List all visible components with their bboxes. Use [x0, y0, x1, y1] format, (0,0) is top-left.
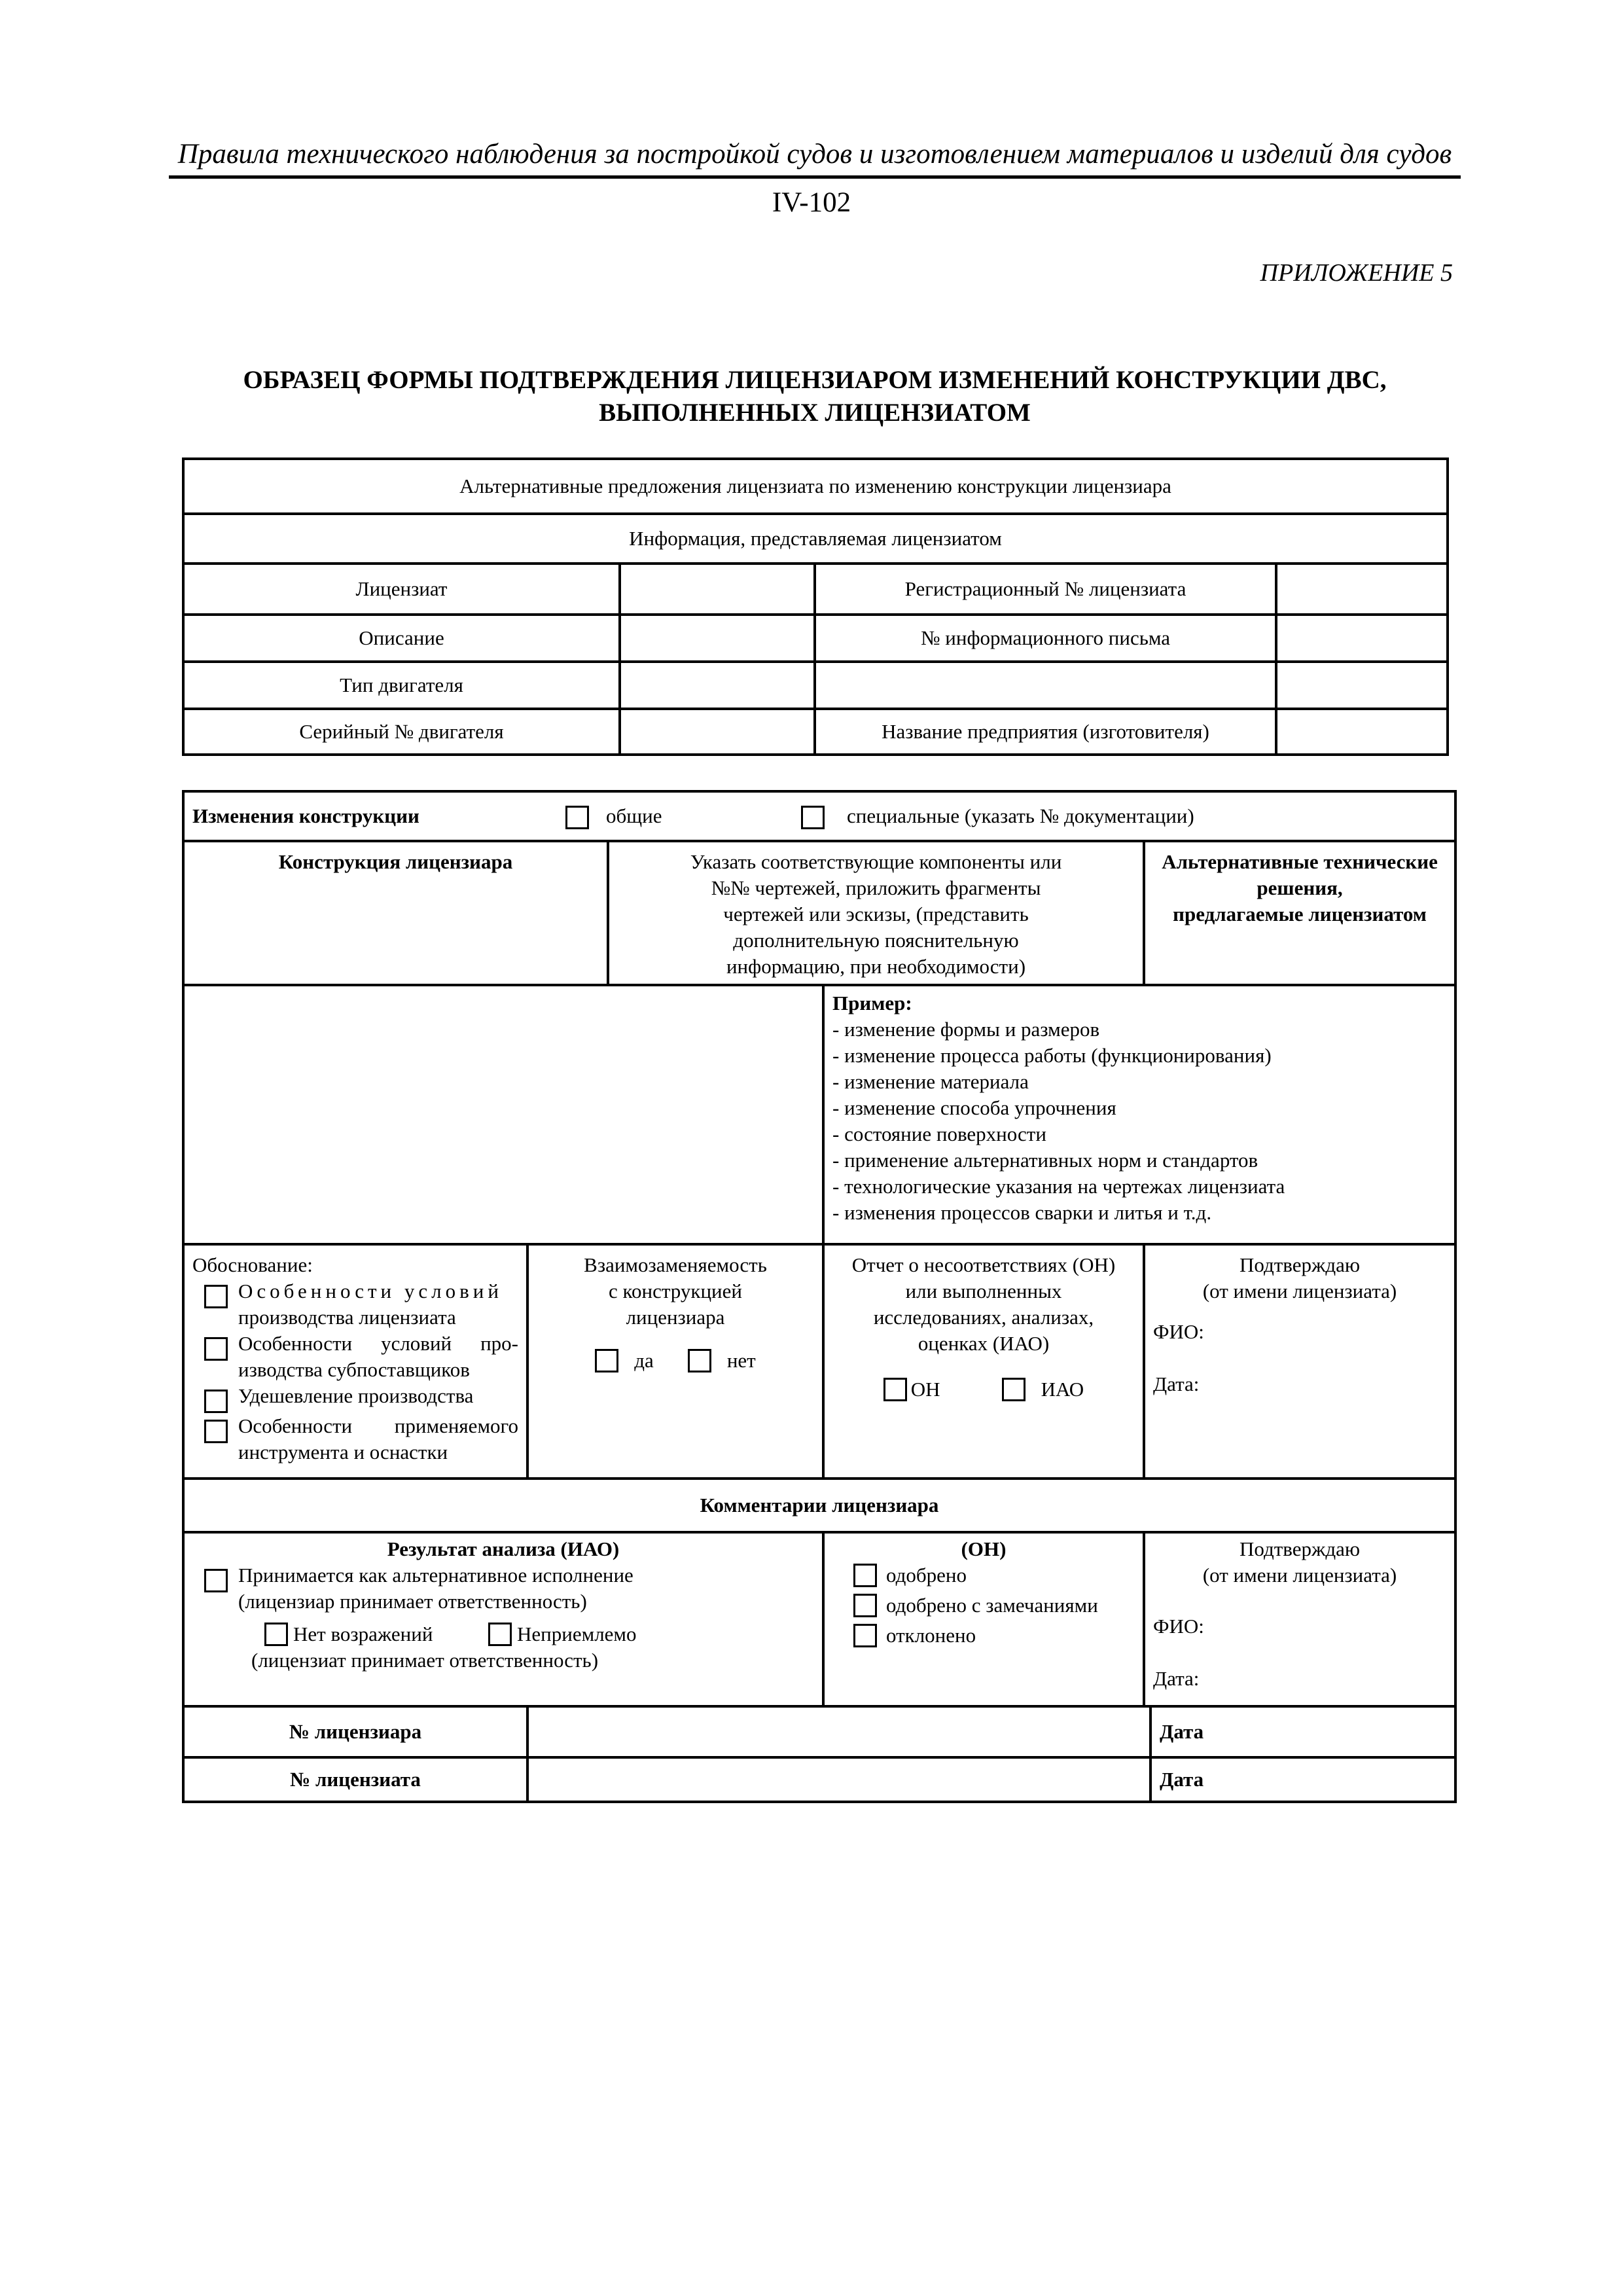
nonconformity-decision-cell	[823, 1532, 1144, 1706]
justification-checkbox-1[interactable]	[204, 1285, 228, 1308]
components-line-4: дополнительную пояснительную	[733, 929, 1019, 952]
licensee-fio-label[interactable]: ФИО:	[1153, 1320, 1204, 1343]
page-number: IV-102	[772, 187, 851, 218]
example-item: - изменение процесса работы (функционирования)	[832, 1044, 1272, 1067]
title-line-1: ОБРАЗЕЦ ФОРМЫ ПОДТВЕРЖДЕНИЯ ЛИЦЕНЗИАРОМ ИЗМЕНЕНИЙ КОНСТРУКЦИИ ДВС,	[243, 366, 1387, 394]
interchangeability-cell	[527, 1244, 823, 1479]
justification-cell	[183, 1244, 527, 1479]
approved-with-remarks-label: одобрено с замечаниями	[886, 1594, 1098, 1617]
appendix-label: ПРИЛОЖЕНИЕ 5	[1260, 259, 1453, 287]
licensee-responsibility-note: (лицензиат принимает ответственность)	[251, 1649, 599, 1672]
engine-type-extra-field-2[interactable]	[1276, 662, 1448, 709]
licensee-value-field[interactable]	[620, 564, 815, 615]
confirm-title-line-2: (от имени лицензиата)	[1202, 1280, 1397, 1302]
registration-number-field[interactable]	[1276, 564, 1448, 615]
general-option-label: общие	[606, 804, 662, 827]
justification-checkbox-3[interactable]	[204, 1390, 228, 1413]
nonconformity-report-cell	[823, 1244, 1144, 1479]
general-checkbox[interactable]	[565, 806, 589, 829]
licensor-comments-header: Комментарии лицензиара	[183, 1479, 1455, 1532]
no-objection-checkbox[interactable]	[264, 1623, 288, 1646]
licensor-confirm-title-line-1: Подтверждаю	[1239, 1537, 1361, 1560]
info-letter-number-label: № информационного письма	[815, 615, 1276, 662]
engine-type-label: Тип двигателя	[183, 662, 620, 709]
licensor-number-label: № лицензиара	[183, 1706, 527, 1757]
licensor-confirm-title-line-2: (от имени лицензиата)	[1202, 1564, 1397, 1587]
justification-item-2-line-1: Особенности условий про-	[238, 1332, 518, 1355]
interchange-yes-label: да	[634, 1349, 654, 1372]
licensor-date-field[interactable]: Дата	[1150, 1706, 1455, 1757]
licensee-date-field[interactable]: Дата	[1150, 1757, 1455, 1802]
rejected-checkbox[interactable]	[853, 1624, 877, 1647]
analysis-accept-line-1: Принимается как альтернативное исполнение	[238, 1564, 633, 1587]
design-changes-row	[183, 791, 1455, 841]
licensee-label: Лицензиат	[183, 564, 620, 615]
components-line-1: Указать соответствующие компоненты или	[690, 850, 1062, 873]
interchange-yes-checkbox[interactable]	[595, 1349, 618, 1372]
engine-serial-label: Серийный № двигателя	[183, 709, 620, 755]
document-title	[169, 364, 1461, 429]
components-line-2: №№ чертежей, приложить фрагменты	[711, 876, 1041, 899]
report-on-label: ОН	[910, 1378, 940, 1401]
report-title-line-2: или выполненных	[905, 1280, 1062, 1302]
manufacturer-name-field[interactable]	[1276, 709, 1448, 755]
interchange-no-label: нет	[726, 1349, 756, 1372]
confirm-title-line-1: Подтверждаю	[1239, 1253, 1361, 1276]
header-rule	[169, 175, 1461, 179]
alternative-line-2: предлагаемые лицензиатом	[1173, 903, 1427, 925]
design-change-table	[182, 790, 1457, 1803]
special-option-label: специальные (указать № документации)	[847, 804, 1194, 827]
table1-heading: Альтернативные предложения лицензиата по изменению конструкции лицензиара	[183, 459, 1448, 514]
title-line-2: ВЫПОЛНЕННЫХ ЛИЦЕНЗИАТОМ	[599, 399, 1031, 427]
alternative-solutions-header	[1144, 841, 1455, 985]
licensor-number-field[interactable]	[527, 1706, 1150, 1757]
justification-item-1-line-1: Особенности условий	[238, 1280, 503, 1302]
report-title-line-4: оценках (ИАО)	[918, 1332, 1050, 1355]
engine-type-field[interactable]	[620, 662, 815, 709]
example-item: - изменение формы и размеров	[832, 1018, 1100, 1041]
running-title: Правила технического наблюдения за постройкой судов и изготовлением материалов и изделий для судов	[177, 139, 1452, 170]
info-letter-number-field[interactable]	[1276, 615, 1448, 662]
special-checkbox[interactable]	[801, 806, 825, 829]
licensee-date-label[interactable]: Дата:	[1153, 1372, 1200, 1395]
registration-number-label: Регистрационный № лицензиата	[815, 564, 1276, 615]
justification-checkbox-2[interactable]	[204, 1337, 228, 1361]
engine-type-extra-field[interactable]	[815, 662, 1276, 709]
table1-subheading: Информация, представляемая лицензиатом	[183, 514, 1448, 564]
components-header	[608, 841, 1144, 985]
example-item: - состояние поверхности	[832, 1122, 1046, 1145]
approved-label: одобрено	[886, 1564, 967, 1587]
approved-checkbox[interactable]	[853, 1564, 877, 1587]
interchange-title-line-3: лицензиара	[626, 1306, 725, 1329]
justification-item-4-line-1: Особенности применяемого	[238, 1414, 518, 1437]
rejected-label: отклонено	[886, 1624, 976, 1647]
example-title: Пример:	[832, 992, 912, 1014]
report-on-checkbox[interactable]	[883, 1378, 907, 1401]
licensor-date-label[interactable]: Дата:	[1153, 1667, 1200, 1690]
licensee-number-label: № лицензиата	[183, 1757, 527, 1802]
description-label: Описание	[183, 615, 620, 662]
description-field[interactable]	[620, 615, 815, 662]
justification-item-2-line-2: изводства субпоставщиков	[238, 1358, 470, 1381]
licensee-number-field[interactable]	[527, 1757, 1150, 1802]
no-objection-label: Нет возражений	[293, 1623, 433, 1645]
on-title: (ОН)	[961, 1537, 1007, 1560]
interchange-title-line-1: Взаимозаменяемость	[584, 1253, 767, 1276]
components-line-3: чертежей или эскизы, (представить	[723, 903, 1029, 925]
licensee-info-table	[182, 457, 1449, 756]
analysis-result-cell	[183, 1532, 823, 1706]
example-item: - изменение способа упрочнения	[832, 1096, 1116, 1119]
unacceptable-label: Неприемлемо	[517, 1623, 637, 1645]
example-item: - изменение материала	[832, 1070, 1029, 1093]
report-iao-label: ИАО	[1041, 1378, 1084, 1401]
report-title-line-1: Отчет о несоответствиях (ОН)	[851, 1253, 1116, 1276]
example-item: - технологические указания на чертежах лицензиата	[832, 1175, 1285, 1198]
report-iao-checkbox[interactable]	[1002, 1378, 1026, 1401]
justification-checkbox-4[interactable]	[204, 1420, 228, 1443]
justification-item-3-line-1: Удешевление производства	[238, 1384, 474, 1407]
report-title-line-3: исследованиях, анализах,	[873, 1306, 1094, 1329]
manufacturer-name-label: Название предприятия (изготовителя)	[815, 709, 1276, 755]
components-line-5: информацию, при необходимости)	[726, 955, 1026, 978]
example-item: - применение альтернативных норм и стандартов	[832, 1149, 1258, 1172]
approved-with-remarks-checkbox[interactable]	[853, 1594, 877, 1617]
justification-item-4-line-2: инструмента и оснастки	[238, 1441, 448, 1463]
licensor-design-field[interactable]	[183, 985, 823, 1244]
example-item: - изменения процессов сварки и литья и т.д.	[832, 1201, 1212, 1224]
interchange-title-line-2: с конструкцией	[609, 1280, 742, 1302]
alternative-line-1: Альтернативные технические решения,	[1162, 850, 1438, 899]
engine-serial-field[interactable]	[620, 709, 815, 755]
analysis-accept-line-2: (лицензиар принимает ответственность)	[238, 1590, 587, 1613]
justification-title: Обоснование:	[192, 1253, 313, 1276]
licensor-confirmation-cell	[1144, 1532, 1455, 1706]
unacceptable-checkbox[interactable]	[488, 1623, 512, 1646]
interchange-no-checkbox[interactable]	[688, 1349, 711, 1372]
design-changes-label: Изменения конструкции	[192, 804, 419, 827]
licensor-design-header: Конструкция лицензиара	[183, 841, 608, 985]
analysis-title: Результат анализа (ИАО)	[387, 1537, 620, 1560]
justification-item-1-line-2: производства лицензиата	[238, 1306, 456, 1329]
analysis-accept-checkbox[interactable]	[204, 1569, 228, 1592]
example-cell	[823, 985, 1455, 1244]
licensor-fio-label[interactable]: ФИО:	[1153, 1615, 1204, 1638]
licensee-confirmation-cell	[1144, 1244, 1455, 1479]
